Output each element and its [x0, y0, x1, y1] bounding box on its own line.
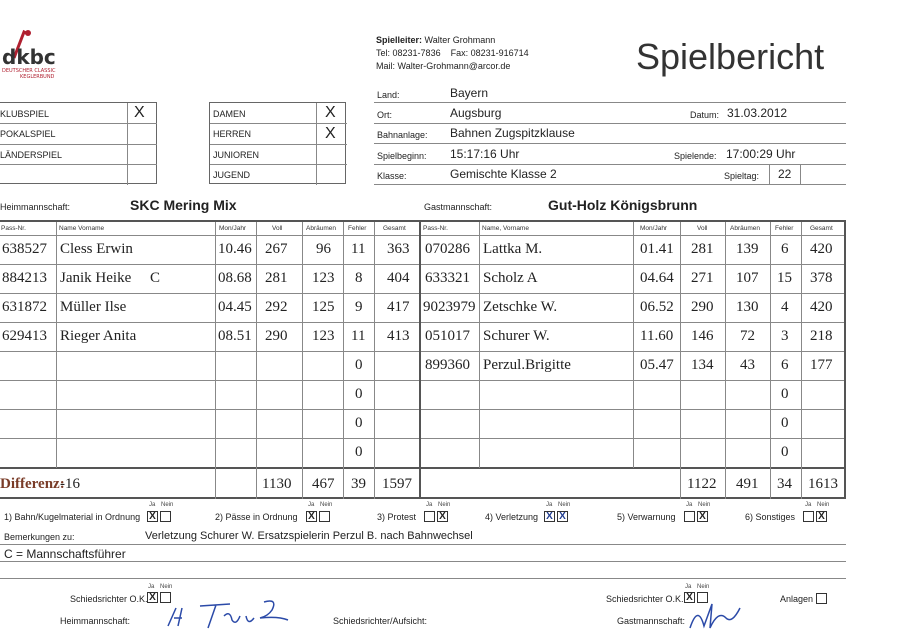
guest-row-4-name: Schurer W. [483, 328, 550, 344]
ref-ok-right-ja-label: Ja [685, 584, 692, 590]
check-4-nein-box[interactable]: X [557, 511, 568, 522]
guest-row-1-gesamt: 420 [810, 241, 833, 257]
guest-row-4-monjahr: 11.60 [640, 328, 674, 344]
home-team-label: Heimmannschaft: [0, 202, 71, 212]
guest-row-5-voll: 134 [691, 357, 714, 373]
check-3-label: 3) Protest [377, 512, 417, 522]
guest-total-fehler: 34 [777, 476, 792, 492]
guest-row-5-pass: 899360 [425, 357, 470, 373]
guest-row-2-fehler: 15 [777, 270, 792, 286]
home-row-1-gesamt: 363 [387, 241, 410, 257]
spielleiter-label: Spielleiter: [376, 35, 423, 45]
class-herren-label: HERREN [213, 129, 252, 139]
home-signature-label: Heimmannschaft: [60, 616, 131, 626]
home-total-abraeumen: 467 [312, 476, 335, 492]
guest-header-gesamt: Gesamt [810, 225, 833, 232]
guest-total-gesamt: 1613 [808, 476, 838, 492]
mail-value: Walter-Grohmann@arcor.de [397, 61, 511, 71]
guest-row-6-fehler: 0 [781, 386, 789, 402]
score-table [0, 220, 846, 499]
check-5-label: 5) Verwarnung [617, 512, 676, 522]
check-6-label: 6) Sonstiges [745, 512, 796, 522]
type-klubspiel-mark[interactable]: X [134, 104, 145, 121]
guest-header-name: Name, Vorname [482, 225, 529, 232]
diff-label: Differenz: [0, 476, 65, 492]
type-pokalspiel-label: POKALSPIEL [0, 129, 56, 139]
check-4-label: 4) Verletzung [485, 512, 539, 522]
guest-row-2-gesamt: 378 [810, 270, 833, 286]
guest-header-pass: Pass-Nr. [423, 225, 448, 232]
home-row-2-voll: 281 [265, 270, 288, 286]
check-6-nein-box[interactable]: X [816, 511, 827, 522]
diff-value: -16 [60, 476, 80, 492]
home-row-4-name: Rieger Anita [60, 328, 137, 344]
check-2-label: 2) Pässe in Ordnung [215, 512, 298, 522]
header-pass: Pass-Nr. [1, 225, 26, 232]
guest-row-1-monjahr: 01.41 [640, 241, 674, 257]
class-box [209, 102, 346, 184]
spielbeginn-label: Spielbeginn: [377, 151, 427, 161]
check-5-nein-box[interactable]: X [697, 511, 708, 522]
header-fehler: Fehler [348, 225, 367, 232]
guest-row-4-fehler: 3 [781, 328, 789, 344]
ref-ok-left-label: Schiedsrichter O.K. [70, 594, 148, 604]
guest-row-3-monjahr: 06.52 [640, 299, 674, 315]
check-3-ja-label: Ja [426, 502, 433, 508]
home-row-4-voll: 290 [265, 328, 288, 344]
spielleiter-block [376, 34, 529, 73]
class-jugend-label: JUGEND [213, 170, 251, 180]
remarks-line-2: C = Mannschaftsführer [4, 547, 126, 561]
check-1-ja-box[interactable]: X [147, 511, 158, 522]
guest-header-voll: Voll [697, 225, 708, 232]
check-2-nein-label: Nein [320, 502, 333, 508]
home-row-4-gesamt: 413 [387, 328, 410, 344]
guest-row-5-fehler: 6 [781, 357, 789, 373]
checks-row [0, 502, 846, 528]
guest-signature-label: Gastmannschaft: [617, 616, 686, 626]
guest-row-3-name: Zetschke W. [483, 299, 558, 315]
home-row-2-name: Janik Heike C [60, 270, 160, 286]
type-box [0, 102, 157, 184]
class-junioren-label: JUNIOREN [213, 150, 260, 160]
home-row-4-monjahr: 08.51 [218, 328, 252, 344]
guest-row-1-voll: 281 [691, 241, 714, 257]
header-voll: Voll [272, 225, 283, 232]
guest-row-1-name: Lattka M. [483, 241, 543, 257]
check-3-ja-box[interactable] [424, 511, 435, 522]
svg-text:DEUTSCHER CLASSIC: DEUTSCHER CLASSIC [2, 68, 56, 74]
spielende-value: 17:00:29 Uhr [726, 147, 796, 161]
guest-row-1-abraeumen: 139 [736, 241, 759, 257]
home-team-name: SKC Mering Mix [130, 197, 237, 213]
home-row-1-voll: 267 [265, 241, 288, 257]
type-laenderspiel-label: LÄNDERSPIEL [0, 150, 63, 160]
home-row-3-abraeumen: 125 [312, 299, 335, 315]
header-gesamt: Gesamt [383, 225, 406, 232]
spieltag-label: Spieltag: [724, 171, 760, 181]
datum-label: Datum: [690, 110, 720, 120]
check-2-ja-label: Ja [308, 502, 315, 508]
land-value: Bayern [450, 86, 489, 100]
check-5-ja-label: Ja [686, 502, 693, 508]
home-row-2-gesamt: 404 [387, 270, 410, 286]
home-row-1-abraeumen: 96 [316, 241, 331, 257]
check-1-nein-label: Nein [161, 502, 174, 508]
check-4-ja-box[interactable]: X [544, 511, 555, 522]
check-5-nein-label: Nein [698, 502, 711, 508]
home-row-1-monjahr: 10.46 [218, 241, 252, 257]
spielende-label: Spielende: [674, 151, 717, 161]
spielbeginn-value: 15:17:16 Uhr [450, 147, 520, 161]
guest-row-3-abraeumen: 130 [736, 299, 759, 315]
home-row-3-voll: 292 [265, 299, 288, 315]
guest-row-5-name: Perzul.Brigitte [483, 357, 571, 373]
guest-header-abraeumen: Abräumen [730, 225, 760, 232]
anlagen-label: Anlagen [780, 594, 814, 604]
check-4-ja-label: Ja [546, 502, 553, 508]
class-herren-mark[interactable]: X [325, 125, 336, 142]
guest-row-4-voll: 146 [691, 328, 714, 344]
guest-row-2-name: Scholz A [483, 270, 538, 286]
home-row-4-pass: 629413 [2, 328, 47, 344]
guest-total-abraeumen: 491 [736, 476, 759, 492]
home-row-3-gesamt: 417 [387, 299, 410, 315]
home-total-voll: 1130 [262, 476, 292, 492]
datum-value: 31.03.2012 [727, 106, 788, 120]
tel-value: 08231-7836 [392, 48, 441, 58]
guest-row-3-fehler: 4 [781, 299, 789, 315]
ref-ok-left-nein-label: Nein [160, 584, 173, 590]
guest-team-label: Gastmannschaft: [424, 202, 493, 212]
guest-row-8-fehler: 0 [781, 444, 789, 460]
home-row-4-fehler: 11 [351, 328, 366, 344]
home-total-gesamt: 1597 [382, 476, 412, 492]
dkbc-logo [0, 24, 85, 84]
home-row-7-fehler: 0 [355, 415, 363, 431]
guest-row-7-fehler: 0 [781, 415, 789, 431]
ort-value: Augsburg [450, 106, 502, 120]
guest-row-4-pass: 051017 [425, 328, 470, 344]
guest-row-5-monjahr: 05.47 [640, 357, 674, 373]
check-4-nein-label: Nein [558, 502, 571, 508]
header-name: Name Vorname [59, 225, 105, 232]
ref-ok-right-nein-label: Nein [697, 584, 710, 590]
guest-row-2-monjahr: 04.64 [640, 270, 674, 286]
remarks-label: Bemerkungen zu: [4, 532, 75, 542]
check-3-nein-label: Nein [438, 502, 451, 508]
ref-ok-left-ja-label: Ja [148, 584, 155, 590]
check-6-nein-label: Nein [817, 502, 830, 508]
guest-header-fehler: Fehler [775, 225, 794, 232]
guest-row-5-abraeumen: 43 [740, 357, 755, 373]
guest-header-monjahr: Mon/Jahr [640, 225, 668, 232]
ref-ok-right-ja-box[interactable]: X [684, 592, 695, 603]
ref-signature-label: Schiedsrichter/Aufsicht: [333, 616, 428, 626]
spielleiter-name: Walter Grohmann [424, 35, 496, 45]
check-2-nein-box[interactable] [319, 511, 330, 522]
guest-row-1-fehler: 6 [781, 241, 789, 257]
guest-team-name: Gut-Holz Königsbrunn [548, 197, 698, 213]
home-row-3-monjahr: 04.45 [218, 299, 252, 315]
check-1-label: 1) Bahn/Kugelmaterial in Ordnung [4, 512, 141, 522]
check-1-nein-box[interactable] [160, 511, 171, 522]
home-row-1-fehler: 11 [351, 241, 366, 257]
bahnanlage-label: Bahnanlage: [377, 130, 428, 140]
remarks-text: Verletzung Schurer W. Ersatzspielerin Perzul B. nach Bahnwechsel [145, 530, 473, 542]
bahnanlage-value: Bahnen Zugspitzklause [450, 126, 575, 140]
guest-row-2-voll: 271 [691, 270, 714, 286]
svg-text:dkbc: dkbc [2, 45, 56, 69]
fax-value: 08231-916714 [470, 48, 529, 58]
guest-row-3-pass: 9023979 [423, 299, 476, 315]
spieltag-value: 22 [778, 167, 792, 181]
home-row-2-pass: 884213 [2, 270, 47, 286]
svg-text:KEGLERBUND: KEGLERBUND [20, 74, 55, 80]
guest-row-4-abraeumen: 72 [740, 328, 755, 344]
check-6-ja-label: Ja [805, 502, 812, 508]
mail-label: Mail: [376, 61, 396, 71]
home-row-1-pass: 638527 [2, 241, 47, 257]
home-row-5-fehler: 0 [355, 357, 363, 373]
home-row-1-name: Cless Erwin [60, 241, 133, 257]
ref-ok-left-ja-box[interactable]: X [147, 592, 158, 603]
land-label: Land: [377, 90, 400, 100]
guest-signature [686, 600, 746, 631]
guest-row-3-gesamt: 420 [810, 299, 833, 315]
home-total-fehler: 39 [351, 476, 366, 492]
home-row-2-fehler: 8 [355, 270, 363, 286]
guest-row-4-gesamt: 218 [810, 328, 833, 344]
class-damen-mark[interactable]: X [325, 104, 336, 121]
check-6-ja-box[interactable] [803, 511, 814, 522]
tel-label: Tel: [376, 48, 391, 58]
anlagen-box[interactable] [816, 593, 827, 604]
klasse-label: Klasse: [377, 171, 407, 181]
guest-row-2-abraeumen: 107 [736, 270, 759, 286]
check-2-ja-box[interactable]: X [306, 511, 317, 522]
home-row-8-fehler: 0 [355, 444, 363, 460]
home-row-6-fehler: 0 [355, 386, 363, 402]
guest-row-1-pass: 070286 [425, 241, 470, 257]
home-row-3-name: Müller Ilse [60, 299, 127, 315]
check-3-nein-box[interactable]: X [437, 511, 448, 522]
home-row-2-monjahr: 08.68 [218, 270, 252, 286]
header-abraeumen: Abräumen [306, 225, 336, 232]
home-row-3-fehler: 9 [355, 299, 363, 315]
home-signature [160, 596, 300, 630]
info-block [374, 84, 846, 186]
guest-row-3-voll: 290 [691, 299, 714, 315]
home-row-2-abraeumen: 123 [312, 270, 335, 286]
home-row-3-pass: 631872 [2, 299, 47, 315]
guest-row-2-pass: 633321 [425, 270, 470, 286]
fax-label: Fax: [450, 48, 469, 58]
guest-row-5-gesamt: 177 [810, 357, 833, 373]
page-title: Spielbericht [636, 36, 825, 77]
type-klubspiel-label: KLUBSPIEL [0, 109, 50, 119]
ort-label: Ort: [377, 110, 392, 120]
check-1-ja-label: Ja [149, 502, 156, 508]
header-monjahr: Mon/Jahr [219, 225, 247, 232]
home-row-4-abraeumen: 123 [312, 328, 335, 344]
ref-ok-right-label: Schiedsrichter O.K. [606, 594, 684, 604]
class-damen-label: DAMEN [213, 109, 246, 119]
guest-total-voll: 1122 [687, 476, 717, 492]
klasse-value: Gemischte Klasse 2 [450, 167, 557, 181]
check-5-ja-box[interactable] [684, 511, 695, 522]
